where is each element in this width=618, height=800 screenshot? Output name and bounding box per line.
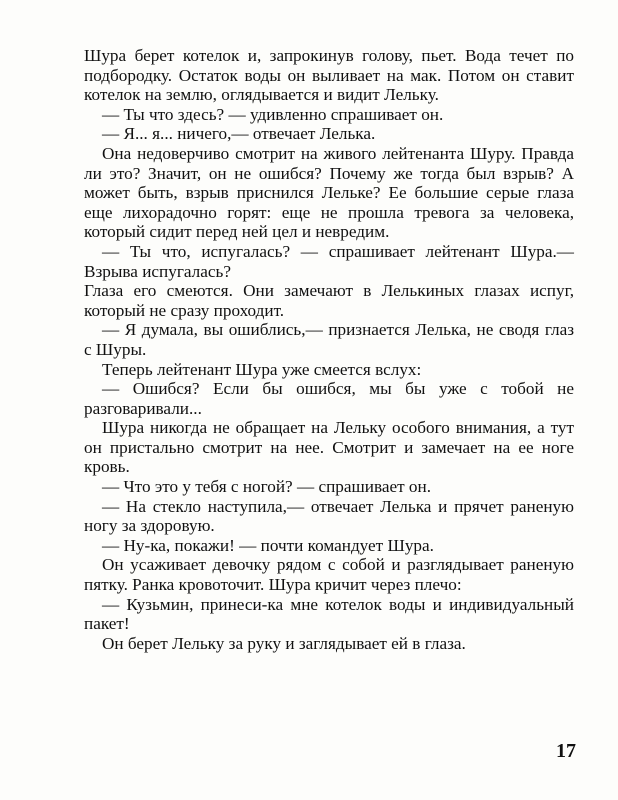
paragraph: Он берет Лельку за руку и заглядывает ей в глаза.	[102, 633, 466, 653]
paragraph: — Ну-ка, покажи! — почти командует Шура.	[102, 535, 434, 555]
paragraph: — Я думала, вы ошиблись,— признается Лелька, не сводя глаз с Шуры.	[84, 320, 574, 359]
paragraph: Шура никогда не обращает на Лельку особого внимания, а тут он пристально смотрит на нее. Смотрит и замечает на ее ноге кровь.	[84, 418, 574, 477]
paragraph: Шура берет котелок и, запрокинув голову, пьет. Вода течет по подбородку. Остаток воды он выливает на мак. Потом он ставит котелок на землю, оглядывается и видит Лельку.	[84, 46, 574, 105]
paragraph: Она недоверчиво смотрит на живого лейтенанта Шуру. Правда ли это? Значит, он не ошибся? Почему же тогда был взрыв? А может быть, взрыв приснился Лельке? Ее большие серые глаза еще лихорадочно горят: еще не прошла тревога за человека, который сидит перед ней цел и невредим.	[84, 143, 574, 242]
paragraph: — Ты что здесь? — удивленно спрашивает он.	[102, 104, 444, 124]
page-number: 17	[556, 740, 576, 762]
paragraph: Глаза его смеются. Они замечают в Лелькиных глазах испуг, который не сразу проходит.	[84, 281, 574, 320]
paragraph: — Что это у тебя с ногой? — спрашивает он.	[102, 477, 431, 497]
paragraph: — Я... я... ничего,— отвечает Лелька.	[102, 124, 376, 144]
body-text	[84, 46, 574, 653]
paragraph: — Ты что, испугалась? — спрашивает лейтенант Шура.— Взрыва испугалась?	[84, 241, 574, 281]
paragraph: Он усаживает девочку рядом с собой и разглядывает раненую пятку. Ранка кровоточит. Шура кричит через плечо:	[84, 555, 574, 595]
paragraph: — Кузьмин, принеси-ка мне котелок воды и индивидуальный пакет!	[84, 594, 574, 634]
paragraph: Теперь лейтенант Шура уже смеется вслух:	[102, 359, 422, 379]
paragraph: — На стекло наступила,— отвечает Лелька и прячет раненую ногу за здоровую.	[84, 496, 574, 536]
paragraph: — Ошибся? Если бы ошибся, мы бы уже с тобой не разговаривали...	[84, 379, 574, 418]
